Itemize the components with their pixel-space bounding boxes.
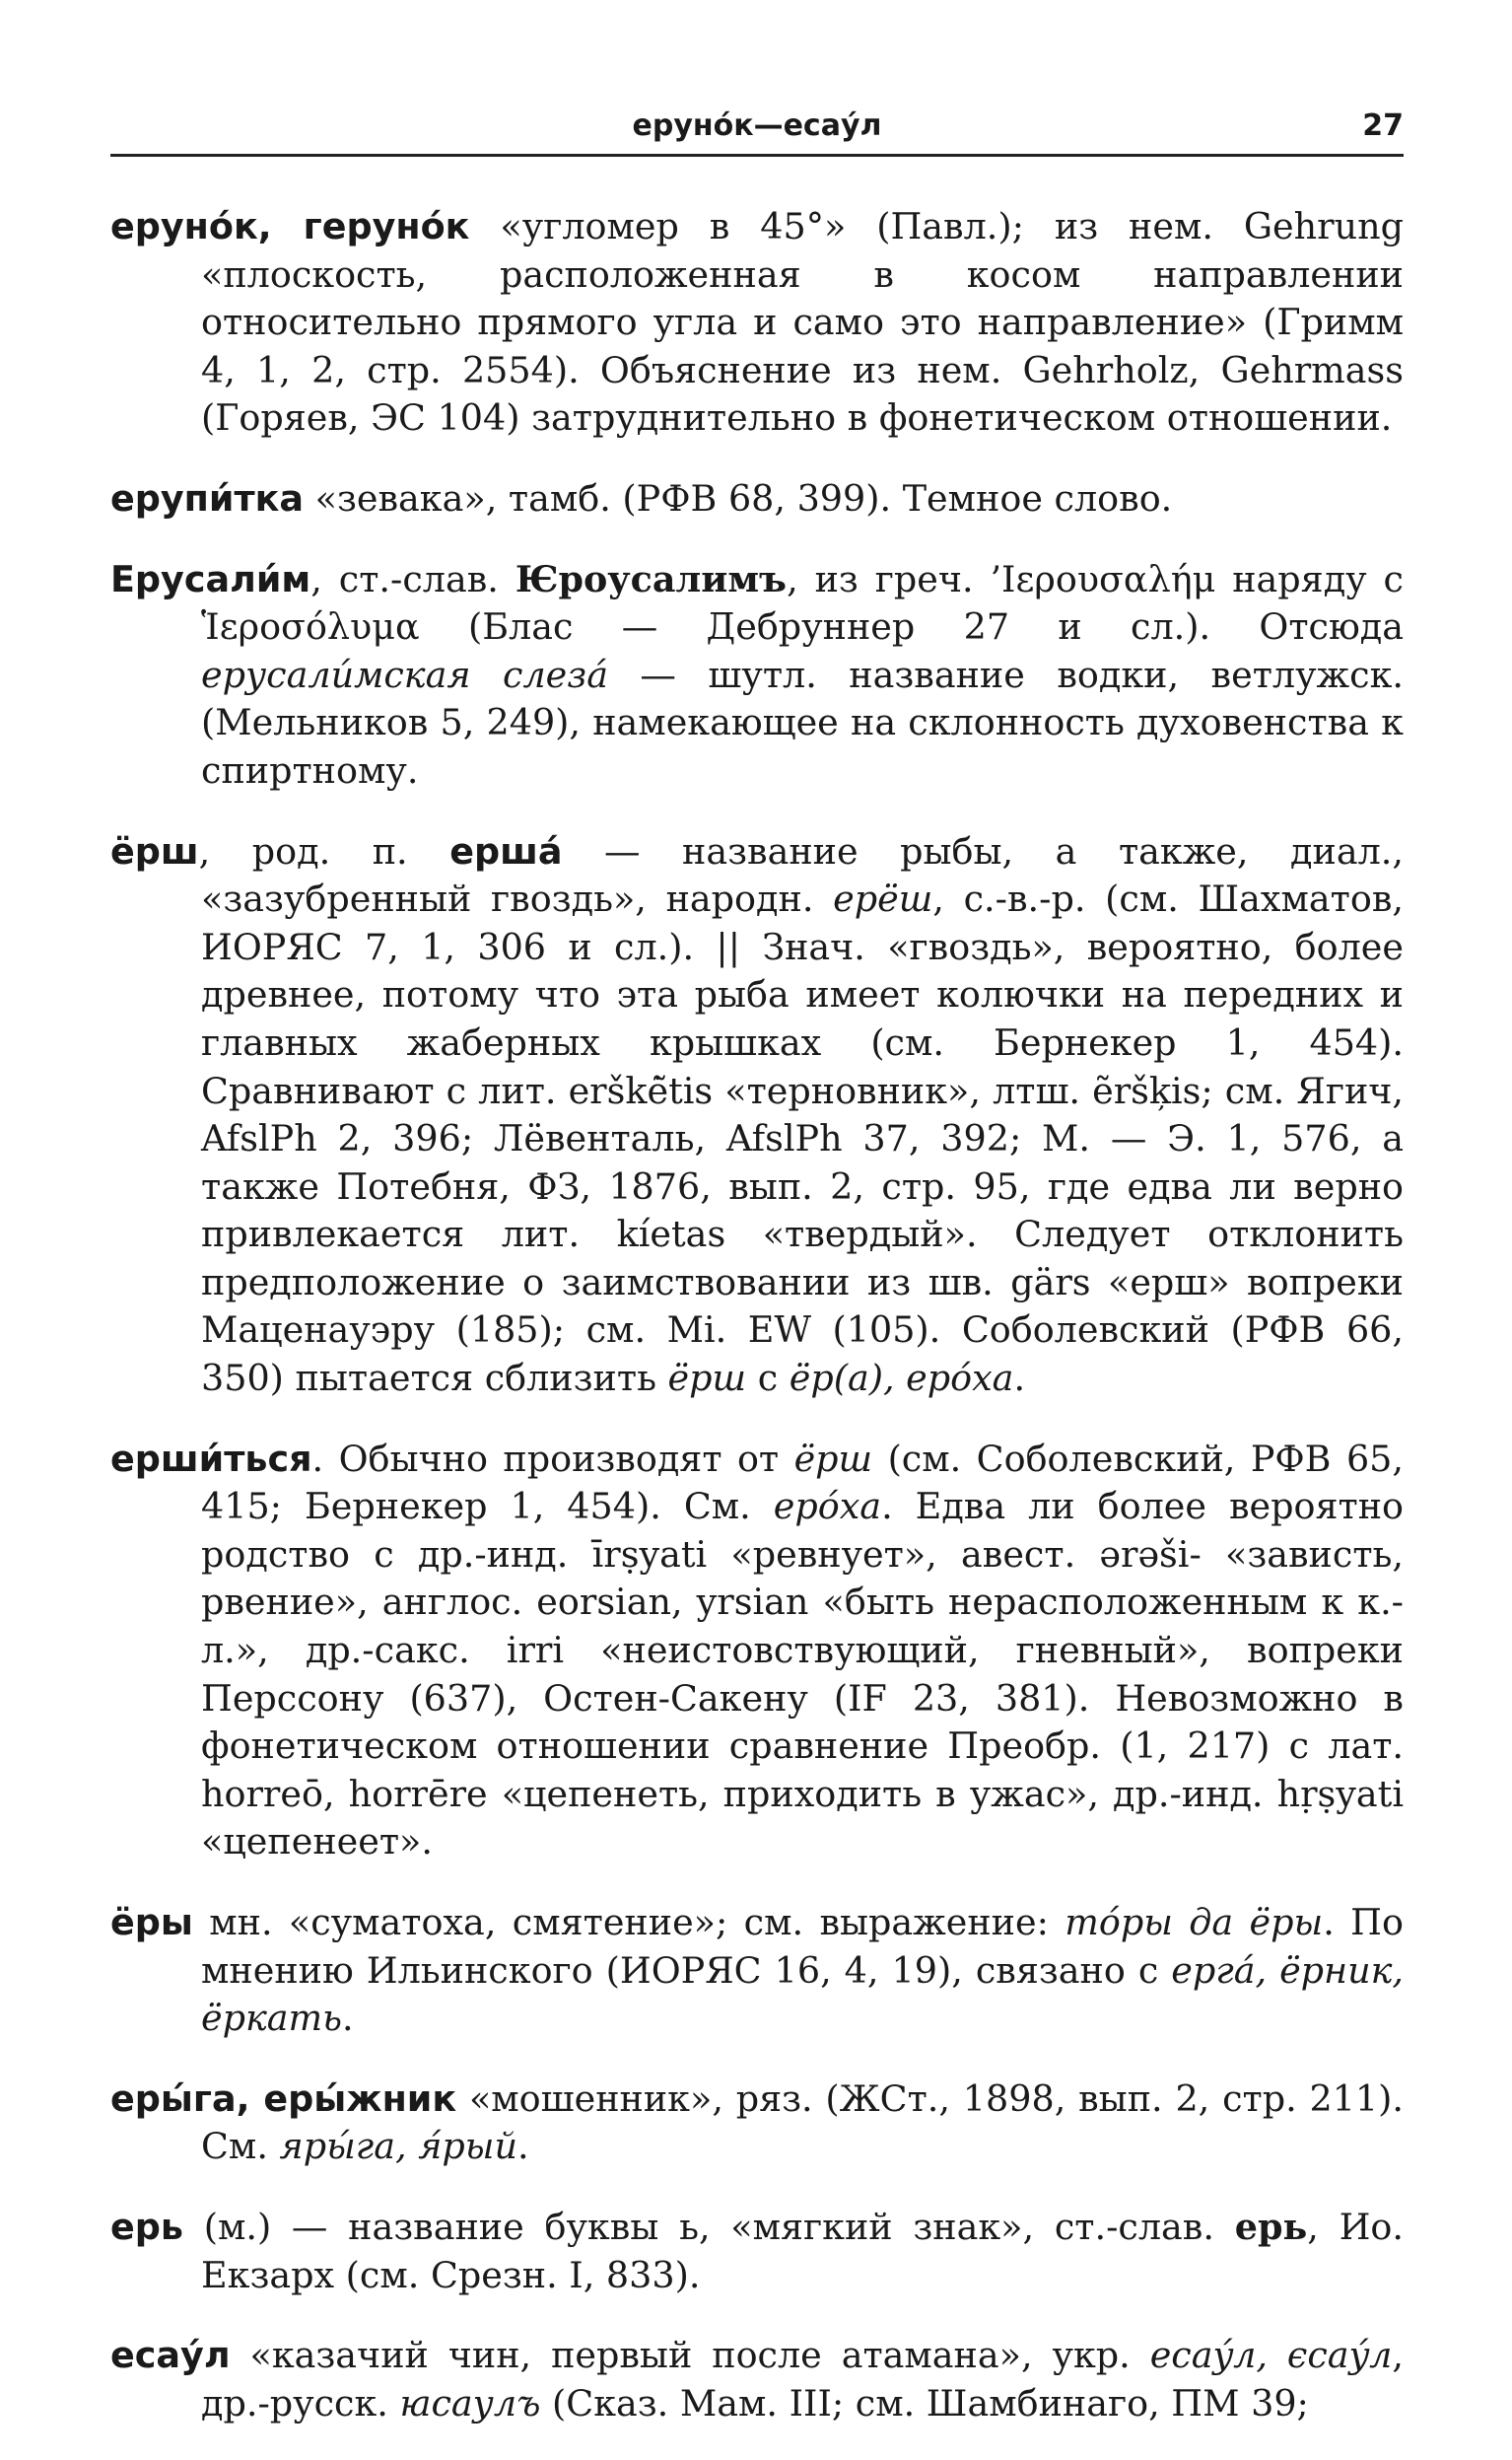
italic-form: ёрш (667, 1357, 747, 1400)
italic-form: ꙗсаулъ (399, 2381, 541, 2425)
entry-eryga (110, 2075, 1404, 2171)
entry-text: с (746, 1357, 790, 1400)
page-header (110, 106, 1404, 157)
italic-form: ерóха (773, 1485, 882, 1528)
entry-text: , др.-русск. (201, 2334, 1405, 2425)
headword: ерь (110, 2205, 183, 2248)
entry-text: — шутл. название водки, ветлужск. (Мельников 5, 249), намекающее на склонность духовенства к спиртному. (201, 653, 1404, 792)
headword-genitive: ерша́ (449, 829, 563, 873)
italic-form: есаýл, єсаýл (1149, 2334, 1393, 2377)
headword: еры́га, еры́жник (110, 2076, 457, 2120)
headword: ерунóк, герунóк (110, 205, 470, 247)
old-slavonic-form: Ѥроусалимъ (515, 557, 788, 600)
headword: ерши́ться (110, 1437, 312, 1480)
italic-form: ёрш (793, 1437, 873, 1480)
headword: ерупи́тка (110, 476, 305, 520)
entry-text: . Едва ли более вероятно родство с др.-инд. īrṣyati «ревнует», авест. ərəši- «зависть, рвение», англос. eorsian, yrsian «быть нерасположенным к к.-л.», др.-сакс. irri «неистовствующий, гневный», вопреки Перссону (637), Остен-Сакену (IF 23, 381). Невозможно в фонетическом отношении сравнение Преобр. (1, 217) с лат. horreō, horrēre «цепенеть, приходить в ужас», др.-инд. hṛṣyati «цепенеет». (201, 1485, 1404, 1863)
headword: есаýл (110, 2334, 231, 2377)
entry-text: (Сказ. Мам. III; см. Шамбинаго, ПМ 39; (540, 2381, 1309, 2425)
headword: Ерусали́м (110, 557, 311, 600)
entry-text: , с.-в.-р. (см. Шахматов, ИОРЯС 7, 1, 306 и сл.). || Знач. «гвоздь», вероятно, более древнее, потому что эта рыба имеет колючки на передних и главных жаберных крышках (см. Бернекер 1, 454). Сравнивают с лит. erškė̃tis «терновник», лтш. ẽršķis; см. Ягич, AfslPh 2, 396; Лёвенталь, AfslPh 37, 392; М. — Э. 1, 576, а также Потебня, ФЗ, 1876, вып. 2, стр. 95, где едва ли верно привлекается лит. kíetas «твердый». Следует отклонить предположение о заимствовании из шв. gärs «ерш» вопреки Маценауэру (185); см. Mi. EW (105). Соболевский (РФВ 66, 350) пытается сблизить (201, 878, 1404, 1400)
entry-text: , ст.-слав. (310, 557, 515, 600)
entry-ersh (110, 828, 1404, 1403)
entry-text: . (516, 2125, 529, 2168)
italic-form: яры́га, я́рый (279, 2125, 517, 2168)
entry-text: , Ио. Екзарх (см. Срезн. I, 833). (201, 2205, 1405, 2296)
entry-text: . (1013, 1357, 1026, 1400)
old-slavonic-form: ерь (1234, 2205, 1308, 2248)
entry-text: , из греч. ’Ιερουσαλήμ наряду с Ἱεροσόλυμα (Блас — Дебруннер 27 и сл.). Отсюда (201, 557, 1404, 649)
entry-text: . (342, 1997, 354, 2040)
italic-form: ёр(а), ерóха (789, 1357, 1014, 1400)
entry-text: «угломер в 45°» (Павл.); из нем. Gehrung «плоскость, расположенная в косом направлении относительно прямого угла и само это направление» (Гримм 4, 1, 2, стр. 2554). Объяснение из нем. Gehrholz, Gehrmass (Горяев, ЭС 104) затруднительно в фонетическом отношении. (201, 205, 1404, 440)
entry-ery (110, 1899, 1404, 2043)
entry-text: (см. Соболевский, РФВ 65, 415; Бернекер 1, 454). См. (201, 1437, 1404, 1528)
entry-text: (м.) — название буквы ь, «мягкий знак», ст.-слав. (182, 2205, 1235, 2248)
entry-ershitsya (110, 1436, 1404, 1866)
italic-form: ерусали́мская слеза́ (201, 653, 608, 696)
entry-erusalim (110, 556, 1404, 796)
entry-text: «мошенник», ряз. (ЖСт., 1898, вып. 2, стр. 211). См. (201, 2076, 1404, 2168)
entry-text: . По мнению Ильинского (ИОРЯС 16, 4, 19), связано с (201, 1901, 1404, 1992)
italic-form: ерга́, ёрник, ёркать (201, 1948, 1404, 2040)
entry-text: мн. «суматоха, смятение»; см. выражение: (192, 1901, 1065, 1943)
entry-erupitka (110, 475, 1404, 524)
italic-form: ерёш (833, 878, 933, 921)
running-head: ерунóк—есаýл (632, 108, 882, 143)
page-number: 27 (1362, 108, 1404, 143)
entry-esaul (110, 2332, 1404, 2427)
entry-er (110, 2204, 1404, 2299)
italic-form: тóры да ёры (1065, 1901, 1324, 1943)
entry-erunok (110, 203, 1404, 443)
entries-column (110, 203, 1404, 2460)
entry-text: — название рыбы, а также, диал., «зазубренный гвоздь», народн. (201, 829, 1404, 921)
entry-text: «зевака», тамб. (РФВ 68, 399). Темное слово. (304, 476, 1173, 520)
entry-text: «казачий чин, первый после атамана», укр. (230, 2334, 1150, 2377)
headword: ёры (110, 1901, 193, 1943)
headword: ёрш (110, 829, 199, 873)
entry-text: , род. п. (198, 829, 450, 873)
entry-text: . Обычно производят от (311, 1437, 794, 1480)
